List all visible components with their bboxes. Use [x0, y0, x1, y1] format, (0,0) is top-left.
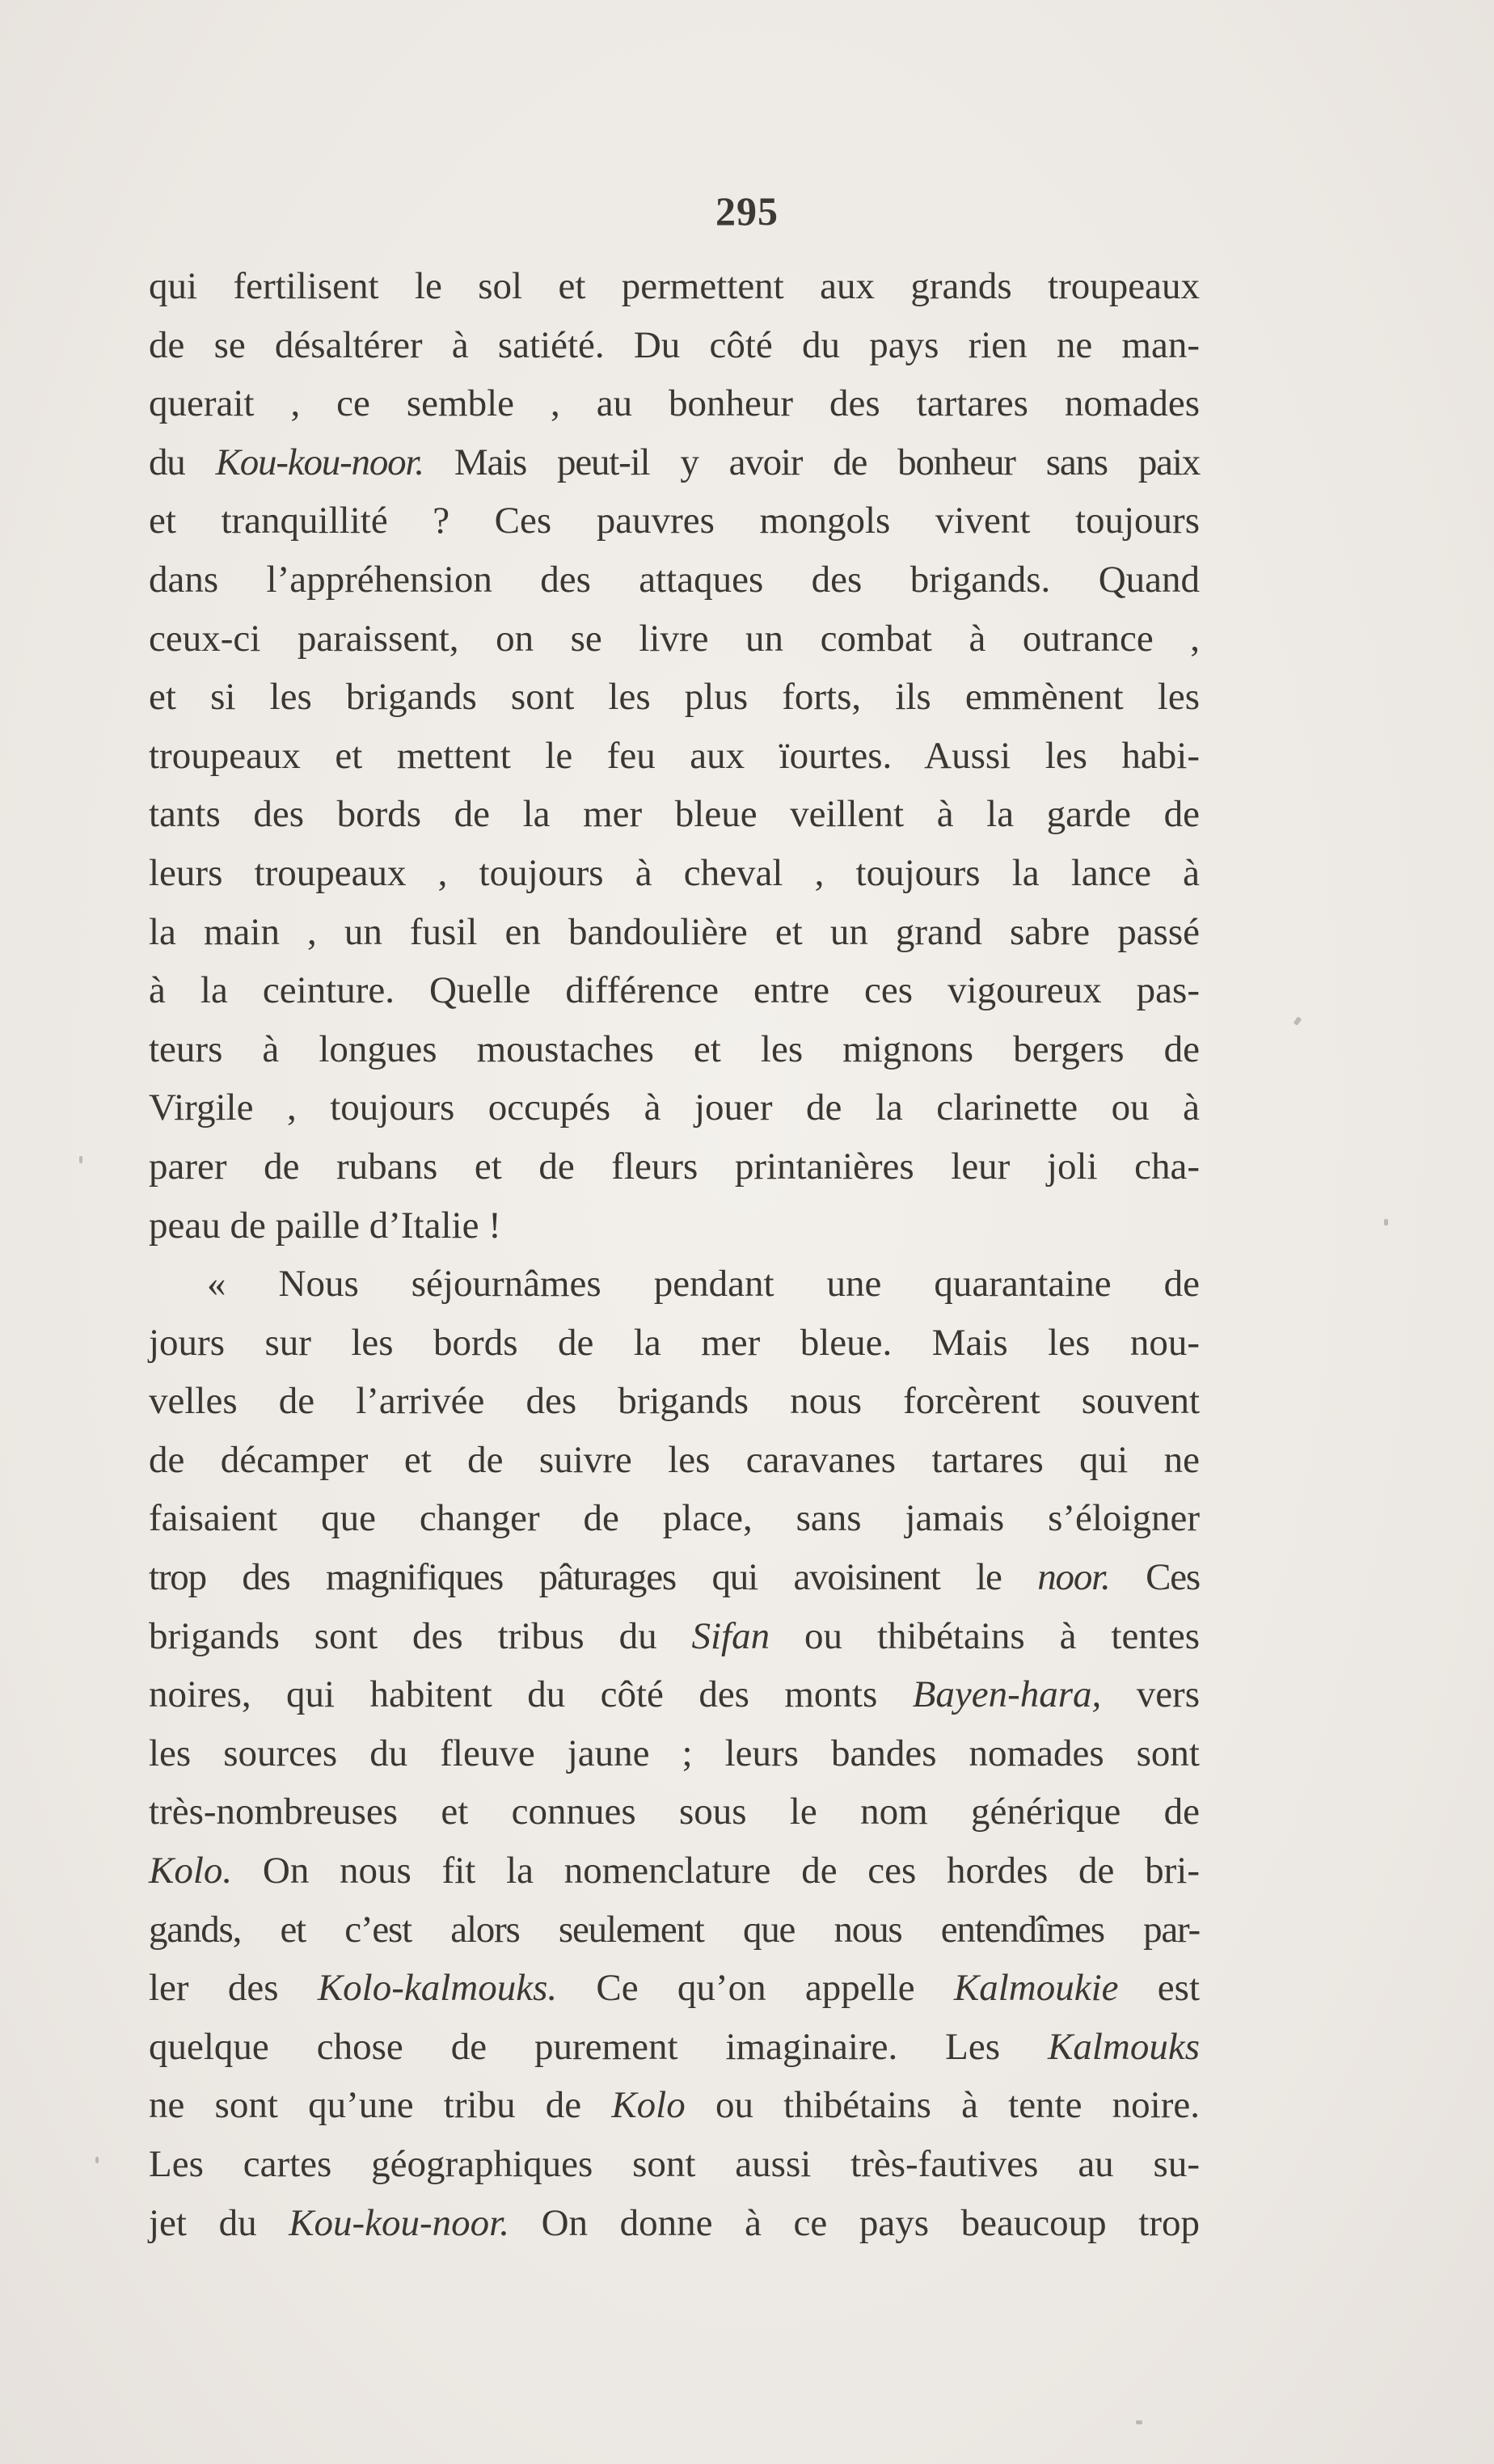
italic-term: Kou-kou-noor. [215, 441, 424, 483]
text-run: querait , ce semble , au bonheur des tartares nomades [149, 382, 1200, 425]
text-run: gands, et c’est alors seulement que nous entendîmes par- [149, 1908, 1200, 1951]
body-text [149, 257, 1200, 2252]
text-run: brigands sont des tribus du [149, 1614, 692, 1657]
text-line [149, 961, 1200, 1020]
text-run: noires, qui habitent du côté des monts [149, 1673, 913, 1716]
text-run: vers [1101, 1673, 1200, 1716]
text-line [149, 492, 1200, 551]
text-line [149, 2018, 1200, 2077]
text-line [149, 1607, 1200, 1666]
text-run: très-nombreuses et connues sous le nom générique de [149, 1791, 1200, 1833]
text-line [149, 1314, 1200, 1373]
text-line [149, 316, 1200, 375]
text-line [149, 2076, 1200, 2135]
text-run: Ce qu’on appelle [557, 1967, 954, 2010]
text-line [149, 1255, 1200, 1314]
text-run: faisaient que changer de place, sans jamais s’éloigner [149, 1497, 1200, 1540]
text-line [149, 2135, 1200, 2194]
italic-term: Kalmoukie [953, 1967, 1119, 2010]
text-run: troupeaux et mettent le feu aux ïourtes. Aussi les habi- [149, 734, 1200, 777]
text-line [149, 1020, 1200, 1079]
paper-speck [1384, 1219, 1388, 1226]
text-run: On nous fit la nomenclature de ces hordes de bri- [232, 1850, 1200, 1892]
text-run: tants des bords de la mer bleue veillent à la garde de [149, 793, 1200, 836]
text-run: jet du [149, 2201, 289, 2244]
text-run: du [149, 441, 216, 483]
text-line [149, 1724, 1200, 1783]
text-run: de se désaltérer à satiété. Du côté du pays rien ne man- [149, 323, 1200, 366]
italic-term: noor. [1037, 1556, 1110, 1599]
text-run: ceux-ci paraissent, on se livre un combat à outrance , [149, 617, 1200, 660]
paper-speck [1294, 1016, 1302, 1026]
text-run: teurs à longues moustaches et les mignons bergers de [149, 1027, 1200, 1070]
text-run: et si les brigands sont les plus forts, ils emmènent les [149, 676, 1200, 719]
text-line [149, 903, 1200, 962]
text-line [149, 1489, 1200, 1548]
text-run: est [1118, 1967, 1200, 2010]
italic-term: Kalmouks [1048, 2025, 1200, 2068]
text-run: On donne à ce pays beaucoup trop [509, 2201, 1200, 2244]
text-run: ou thibétains à tente noire. [685, 2084, 1200, 2127]
text-run: parer de rubans et de fleurs printanières leur joli cha- [149, 1145, 1200, 1188]
text-line [149, 1959, 1200, 2018]
text-line [149, 668, 1200, 727]
text-run: Ces [1109, 1556, 1200, 1599]
text-run: qui fertilisent le sol et permettent aux grands troupeaux [149, 265, 1200, 307]
text-run: jours sur les bords de la mer bleue. Mais les nou- [149, 1321, 1200, 1364]
text-run: de décamper et de suivre les caravanes tartares qui ne [149, 1438, 1200, 1481]
text-line [149, 1901, 1200, 1960]
text-run: quelque chose de purement imaginaire. Les [149, 2025, 1048, 2068]
text-run: Virgile , toujours occupés à jouer de la clarinette ou à [149, 1086, 1200, 1129]
text-run: velles de l’arrivée des brigands nous forcèrent souvent [149, 1380, 1200, 1423]
italic-term: Kou-kou-noor. [289, 2201, 510, 2244]
text-line [149, 2194, 1200, 2253]
text-run: les sources du fleuve jaune ; leurs bandes nomades sont [149, 1732, 1200, 1774]
text-line [149, 785, 1200, 844]
text-run: et tranquillité ? Ces pauvres mongols vivent toujours [149, 500, 1200, 542]
text-run: ler des [149, 1967, 318, 2010]
text-run: dans l’appréhension des attaques des brigands. Quand [149, 558, 1200, 601]
italic-term: Bayen-hara, [912, 1673, 1102, 1716]
italic-term: Sifan [691, 1614, 770, 1657]
page-number: 295 [715, 188, 779, 234]
text-run: « Nous séjournâmes pendant une quarantaine de [207, 1263, 1200, 1306]
text-line [149, 433, 1200, 492]
text-line [149, 1783, 1200, 1842]
text-run: ne sont qu’une tribu de [149, 2084, 612, 2127]
paper-speck [95, 2157, 99, 2163]
text-line [149, 844, 1200, 903]
text-line [149, 1665, 1200, 1724]
text-run: à la ceinture. Quelle différence entre ces vigoureux pas- [149, 969, 1200, 1012]
text-line [149, 727, 1200, 786]
italic-term: Kolo. [149, 1850, 233, 1892]
text-line [149, 610, 1200, 669]
text-line [149, 1137, 1200, 1196]
text-line [149, 1372, 1200, 1431]
text-run: la main , un fusil en bandoulière et un grand sabre passé [149, 910, 1200, 953]
text-run: Les cartes géographiques sont aussi très-fautives au su- [149, 2143, 1200, 2185]
text-line [149, 257, 1200, 316]
text-run: leurs troupeaux , toujours à cheval , toujours la lance à [149, 851, 1200, 894]
text-line [149, 551, 1200, 610]
italic-term: Kolo-kalmouks. [317, 1967, 558, 2010]
paper-speck [79, 1156, 82, 1163]
text-line [149, 1842, 1200, 1901]
text-line [149, 374, 1200, 433]
text-line [149, 1196, 1200, 1255]
text-line [149, 1431, 1200, 1490]
text-run: peau de paille d’Italie ! [149, 1204, 501, 1247]
text-line [149, 1548, 1200, 1607]
paper-speck [1136, 2420, 1142, 2424]
text-run: ou thibétains à tentes [770, 1614, 1201, 1657]
text-run: Mais peut-il y avoir de bonheur sans paix [423, 441, 1201, 483]
italic-term: Kolo [611, 2084, 686, 2127]
text-run: trop des magnifiques pâturages qui avoisinent le [149, 1556, 1038, 1599]
text-line [149, 1078, 1200, 1137]
